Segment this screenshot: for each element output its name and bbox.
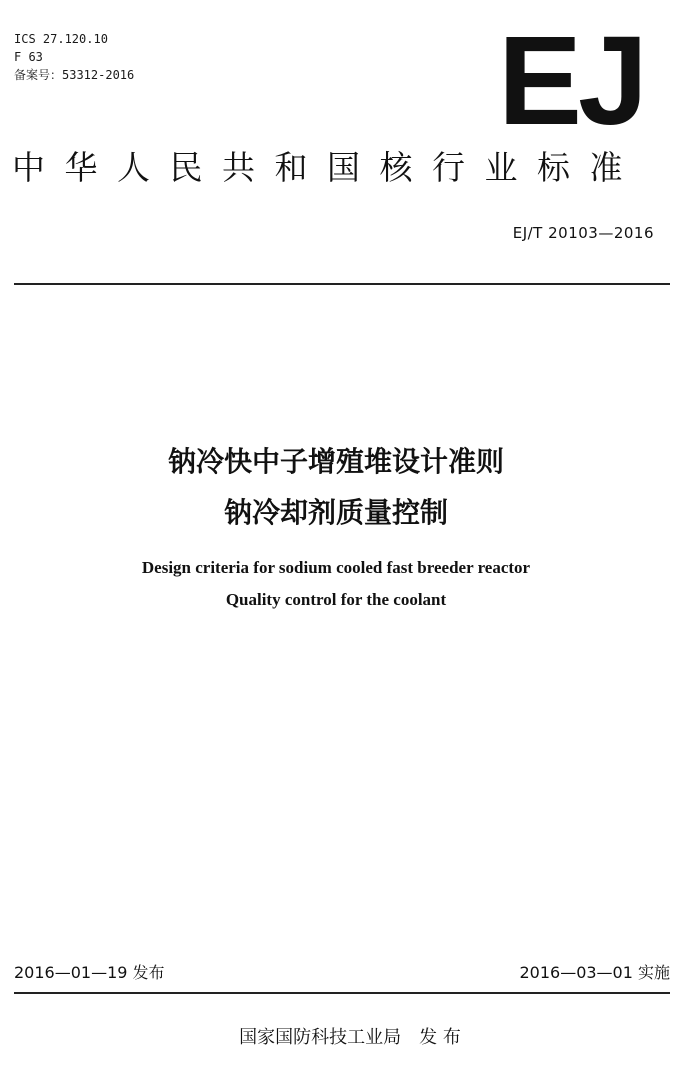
ej-logo: EJ: [498, 10, 645, 151]
chinese-title-line-2: 钠冷却剂质量控制: [223, 496, 448, 529]
issue-date: 2016—01—19 发布: [14, 963, 165, 982]
document-metadata: [14, 30, 134, 84]
english-title-line-1: Design criteria for sodium cooled fast breeder reactor: [141, 558, 531, 577]
standard-code: EJ/T 20103—2016: [512, 224, 654, 242]
publisher-name: 国家国防科技工业局: [239, 1027, 402, 1048]
record-number: 备案号：53312-2016: [14, 68, 135, 82]
publisher-action: 发 布: [419, 1027, 461, 1048]
top-divider: [14, 283, 670, 285]
english-title-line-2: Quality control for the coolant: [225, 590, 447, 609]
publisher: [0, 1023, 700, 1049]
bottom-divider: [14, 992, 670, 994]
effective-date: 2016—03—01 实施: [519, 963, 670, 982]
ics-code: ICS 27.120.10: [14, 32, 108, 46]
standard-title: 中华人民共和国核行业标准: [12, 148, 642, 187]
classification-code: F 63: [14, 50, 43, 64]
chinese-title-line-1: 钠冷快中子增殖堆设计准则: [167, 445, 504, 478]
